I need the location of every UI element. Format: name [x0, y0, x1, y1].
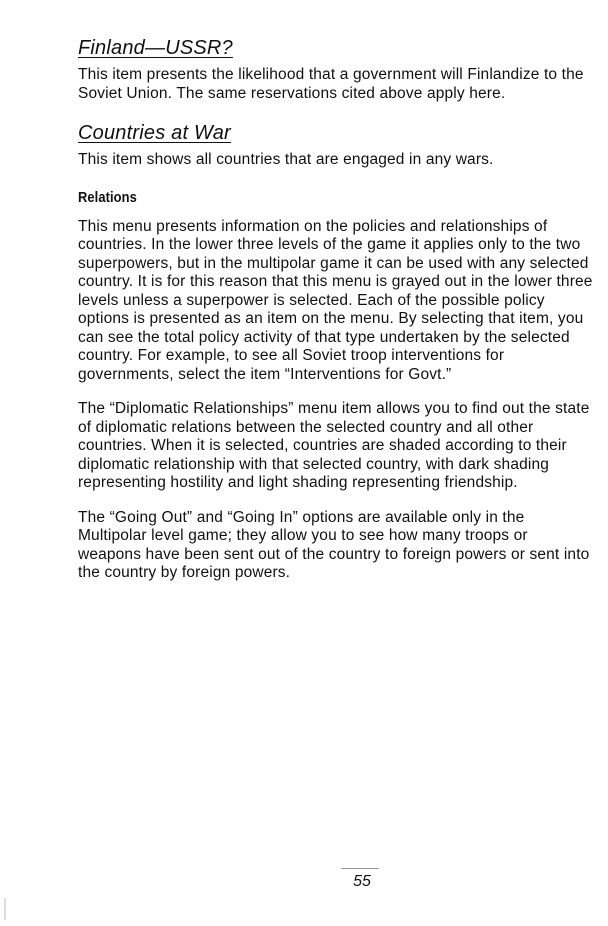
spacer: [78, 170, 593, 188]
section-heading-countries-at-war: Countries at War: [78, 122, 231, 144]
footer-rule: [341, 868, 379, 869]
section-heading-relations: Relations: [78, 188, 137, 206]
relations-paragraph-2: The “Diplomatic Relationships” menu item allows you to find out the state of diplomatic relations between the selected country and all other countries. When it is selected, countries are shaded according to their diplomatic relationship with that selected country, with dark shading representing hostility and light shading representing friendship.: [78, 400, 590, 491]
spacer: [78, 103, 593, 121]
scan-edge-mark: [4, 898, 6, 920]
spacer: [78, 493, 593, 509]
section-heading-finland-ussr: Finland—USSR?: [78, 37, 233, 59]
section-body-finland-ussr: This item presents the likelihood that a government will Finlandize to the Soviet Union. The same reservations cited above apply here.: [78, 66, 584, 102]
relations-paragraph-3: The “Going Out” and “Going In” options are available only in the Multipolar level game; they allow you to see how many troops or weapons have been sent out of the country to foreign powers or sent into the country by foreign powers.: [78, 508, 590, 581]
page-number: 55: [353, 873, 371, 890]
spacer: [78, 384, 593, 400]
relations-paragraph-1: This menu presents information on the policies and relationships of countries. In the lower three levels of the game it applies only to the two superpowers, but in the multipolar game it can be used with any selected country. It is for this reason that this menu is grayed out in the lower three levels unless a superpower is selected. Each of the possible policy options is presented as an item on the menu. By selecting that item, you can see the total policy activity of that type undertaken by the selected country. For example, to see all Soviet troop interventions for governments, select the item “Interventions for Govt.”: [78, 217, 593, 383]
section-body-countries-at-war: This item shows all countries that are engaged in any wars.: [78, 151, 494, 168]
manual-page: [78, 36, 593, 583]
